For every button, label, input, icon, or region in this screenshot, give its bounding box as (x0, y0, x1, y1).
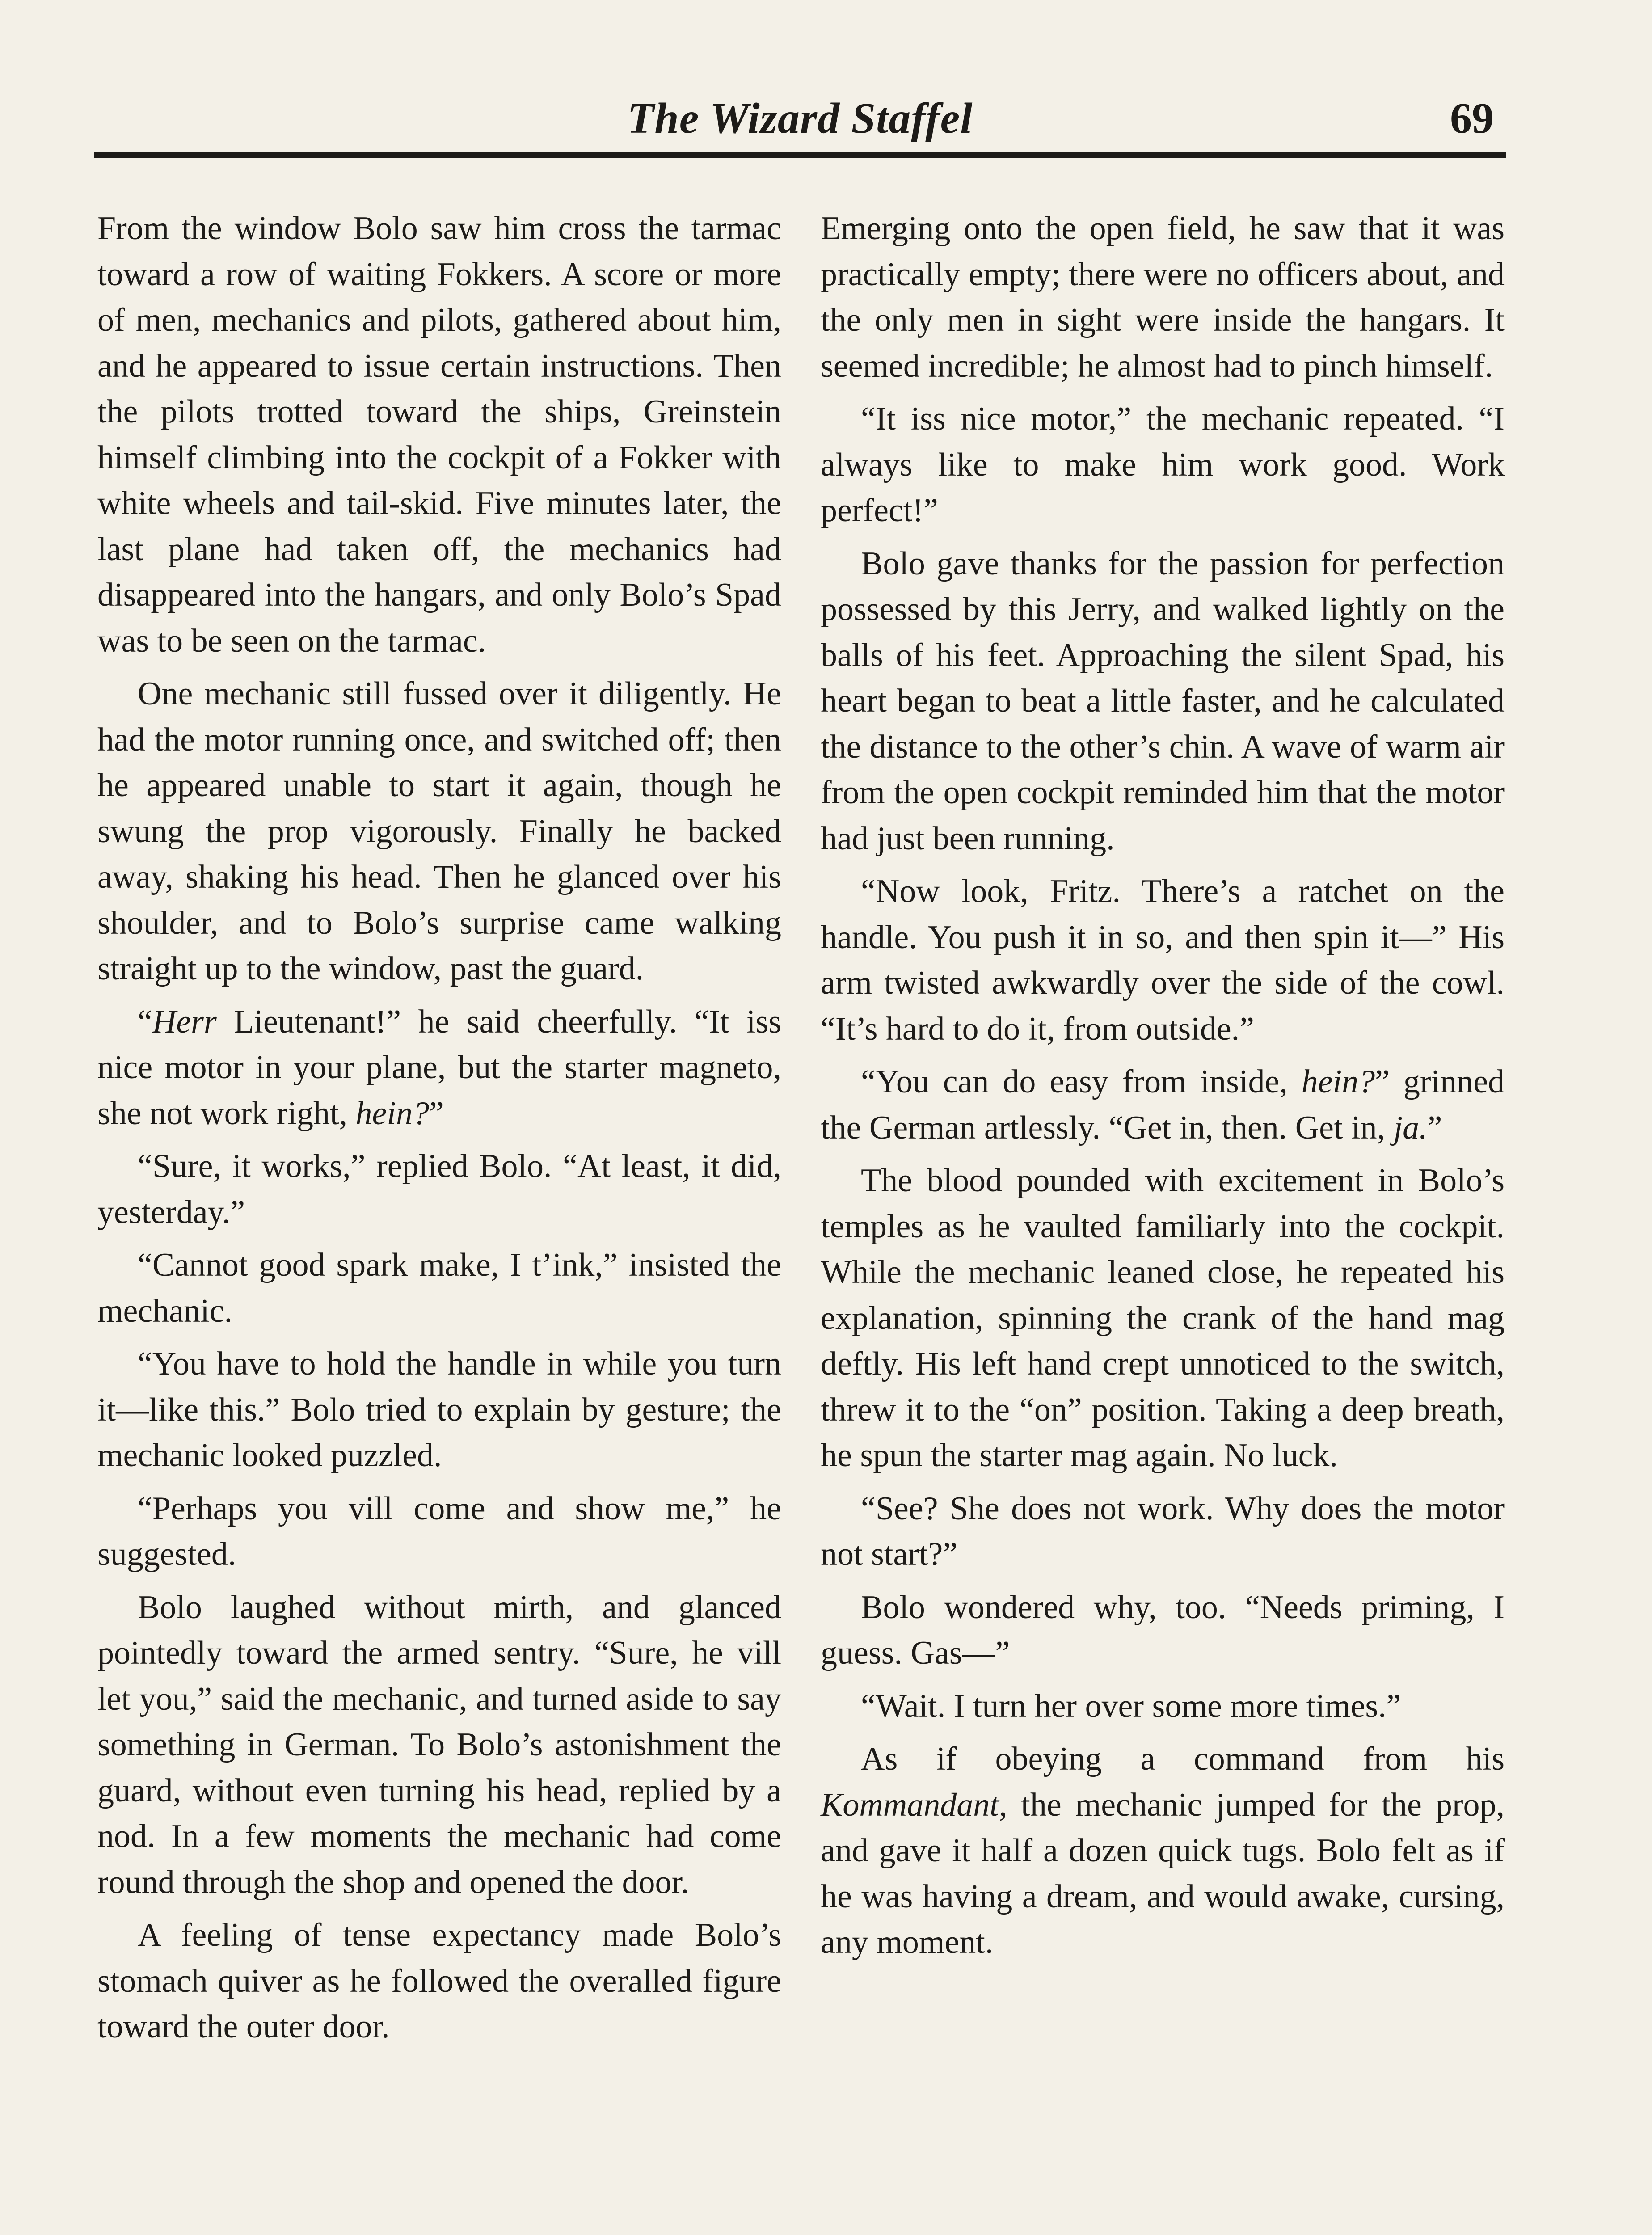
paragraph: “Wait. I turn her over some more times.” (861, 1687, 1401, 1725)
paragraph: A feeling of tense expectancy made Bolo’s stomach quiver as he followed the overalled figure toward the outer door. (97, 1917, 781, 2045)
paragraph: The blood pounded with excitement in Bolo’s temples as he vaulted familiarly into the cockpit. While the mechanic leaned close, he repeated his explanation, spinning the crank of the hand mag deftly. His left hand crept unnoticed to the switch, threw it to the “on” position. Taking a deep breath, he spun the starter mag again. No luck. (821, 1162, 1504, 1474)
paragraph: Bolo wondered why, too. “Needs priming, I guess. Gas—” (821, 1589, 1504, 1671)
paragraph: “Sure, it works,” replied Bolo. “At least, it did, yesterday.” (97, 1148, 781, 1231)
paragraph: “You have to hold the handle in while you turn it—like this.” Bolo tried to explain by gesture; the mechanic looked puzzled. (97, 1345, 781, 1474)
header-rule (94, 152, 1506, 158)
page-number: 69 (1450, 94, 1494, 143)
paragraph: Emerging onto the open field, he saw that it was practically empty; there were no officers about, and the only men in sight were inside the hangars. It seemed incredible; he almost had to pinch himself. (821, 210, 1504, 384)
paragraph: “You can do easy from inside, hein?” grinned the German artlessly. “Get in, then. Get in, ja.” (821, 1063, 1504, 1146)
paragraph: “See? She does not work. Why does the motor not start?” (821, 1490, 1504, 1573)
paragraph: “It iss nice motor,” the mechanic repeated. “I always like to make him work good. Work perfect!” (821, 401, 1504, 529)
paragraph: “Now look, Fritz. There’s a ratchet on the handle. You push it in so, and then spin it—” His arm twisted awkwardly over the side of the cowl. “It’s hard to do it, from outside.” (821, 873, 1504, 1047)
paragraph: Bolo gave thanks for the passion for perfection possessed by this Jerry, and walked lightly on the balls of his feet. Approaching the silent Spad, his heart began to beat a little faster, and he calculated the distance to the other’s chin. A wave of warm air from the open cockpit reminded him that the motor had just been running. (821, 545, 1504, 857)
paragraph: One mechanic still fussed over it diligently. He had the motor running once, and switched off; then he appeared unable to start it again, though he swung the prop vigorously. Finally he backed away, shaking his head. Then he glanced over his shoulder, and to Bolo’s surprise came walking straight up to the window, past the guard. (97, 675, 781, 987)
paragraph: From the window Bolo saw him cross the tarmac toward a row of waiting Fokkers. A score or more of men, mechanics and pilots, gathered about him, and he appeared to issue certain instructions. Then the pilots trotted toward the ships, Greinstein himself climbing into the cockpit of a Fokker with white wheels and tail-skid. Five minutes later, the last plane had taken off, the mechanics had disappeared into the hangars, and only Bolo’s Spad was to be seen on the tarmac. (97, 210, 781, 659)
page-header (96, 89, 1504, 148)
running-title: The Wizard Staffel (627, 94, 973, 143)
paragraph: “Herr Lieutenant!” he said cheerfully. “It iss nice motor in your plane, but the starter magneto, she not work right, hein?” (97, 1003, 781, 1132)
left-text-column (97, 206, 781, 2057)
paragraph: “Cannot good spark make, I t’ink,” insisted the mechanic. (97, 1247, 781, 1329)
right-text-column (821, 206, 1504, 1973)
paragraph: As if obeying a command from his Kommandant, the mechanic jumped for the prop, and gave it half a dozen quick tugs. Bolo felt as if he was having a dream, and would awake, cursing, any moment. (821, 1741, 1504, 1961)
paragraph: Bolo laughed without mirth, and glanced pointedly toward the armed sentry. “Sure, he vill let you,” said the mechanic, and turned aside to say something in German. To Bolo’s astonishment the guard, without even turning his head, replied by a nod. In a few moments the mechanic had come round through the shop and opened the door. (97, 1589, 781, 1901)
paragraph: “Perhaps you vill come and show me,” he suggested. (97, 1490, 781, 1573)
